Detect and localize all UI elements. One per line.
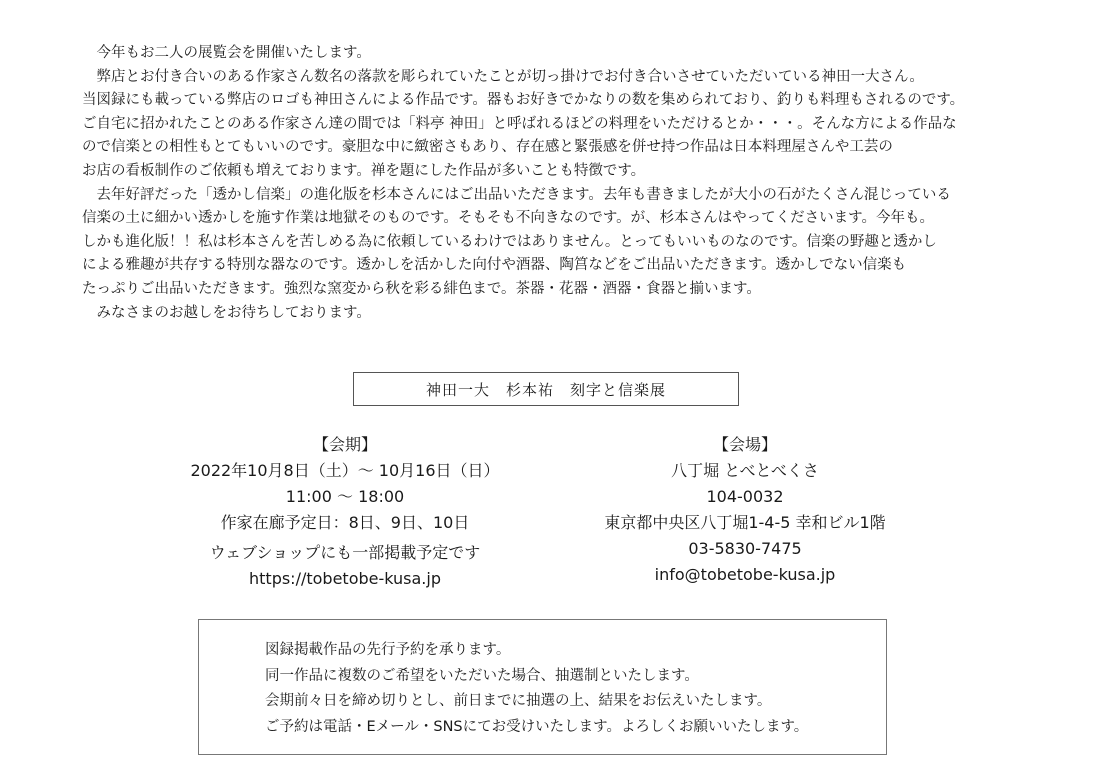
venue-postal-code: 104-0032 bbox=[706, 487, 784, 506]
notice-line: ご予約は電話・Eメール・SNSにてお受けいたします。よろしくお願いいたします。 bbox=[265, 718, 809, 735]
venue-section bbox=[560, 432, 930, 588]
intro-text bbox=[82, 42, 1018, 325]
venue-heading: 【会場】 bbox=[712, 435, 777, 454]
intro-line: しかも進化版！！私は杉本さんを苦しめる為に依頼しているわけではありません。とってもいいものなのです。信楽の野趣と透かし bbox=[82, 233, 937, 250]
web-shop-note: ウェブショップにも一部掲載予定です bbox=[209, 543, 481, 562]
reservation-notice-box bbox=[198, 619, 887, 755]
notice-line: 同一作品に複数のご希望をいただいた場合、抽選制といたします。 bbox=[265, 667, 699, 684]
intro-line: による雅趣が共存する特別な器なのです。透かしを活かした向付や酒器、陶筥などをご出品いただきます。透かしでない信楽も bbox=[82, 257, 907, 274]
notice-line: 図録掲載作品の先行予約を承ります。 bbox=[265, 642, 511, 658]
intro-line: 当図録にも載っている弊店のロゴも神田さんによる作品です。器もお好きでかなりの数を集められており、釣りも料理もされるのです。 bbox=[82, 92, 965, 109]
venue-name: 八丁堀 とべとべくさ bbox=[671, 461, 819, 480]
exhibition-title: 神田一大 杉本祐 刻字と信楽展 bbox=[425, 380, 666, 399]
venue-email-link[interactable]: info@tobetobe-kusa.jp bbox=[654, 565, 836, 584]
intro-line: たっぷりご出品いただきます。強烈な窯変から秋を彩る緋色まで。茶器・花器・酒器・食器と揃います。 bbox=[82, 280, 761, 297]
venue-address: 東京都中央区八丁堀1-4-5 幸和ビル1階 bbox=[604, 513, 886, 532]
intro-line: お店の看板制作のご依頼も増えております。禅を題にした作品が多いことも特徴です。 bbox=[82, 162, 646, 179]
shop-url-link[interactable]: https://tobetobe-kusa.jp bbox=[249, 569, 441, 588]
intro-line: みなさまのお越しをお待ちしております。 bbox=[82, 304, 371, 321]
intro-line: 今年もお二人の展覧会を開催いたします。 bbox=[82, 45, 371, 61]
artists-present-days: 作家在廊予定日：8日、9日、10日 bbox=[220, 513, 470, 532]
period-dates: 2022年10月8日（土）～ 10月16日（日） bbox=[190, 461, 500, 480]
period-hours: 11:00 ～ 18:00 bbox=[285, 487, 405, 506]
notice-line: 会期前々日を締め切りとし、前日までに抽選の上、結果をお伝えいたします。 bbox=[265, 693, 772, 709]
intro-line: ので信楽との相性もとてもいいのです。豪胆な中に緻密さもあり、存在感と緊張感を併せ持つ作品は日本料理屋さんや工芸の bbox=[82, 139, 893, 156]
exhibition-title-box bbox=[353, 372, 739, 406]
venue-phone[interactable]: 03-5830-7475 bbox=[688, 539, 802, 558]
intro-line: ご自宅に招かれたことのある作家さん達の間では「料亭 神田」と呼ばれるほどの料理をいただけるとか・・・。そんな方による作品な bbox=[82, 115, 957, 132]
intro-line: 弊店とお付き合いのある作家さん数名の落款を彫られていたことが切っ掛けでお付き合いさせていただいている神田一大さん。 bbox=[82, 68, 924, 85]
period-section bbox=[150, 432, 540, 592]
intro-line: 去年好評だった「透かし信楽」の進化版を杉本さんにはご出品いただきます。去年も書きましたが大小の石がたくさん混じっている bbox=[82, 186, 951, 203]
intro-line: 信楽の土に細かい透かしを施す作業は地獄そのものです。そもそも不向きなのです。が、杉本さんはやってくださいます。今年も。 bbox=[82, 210, 935, 227]
period-heading: 【会期】 bbox=[312, 435, 377, 454]
